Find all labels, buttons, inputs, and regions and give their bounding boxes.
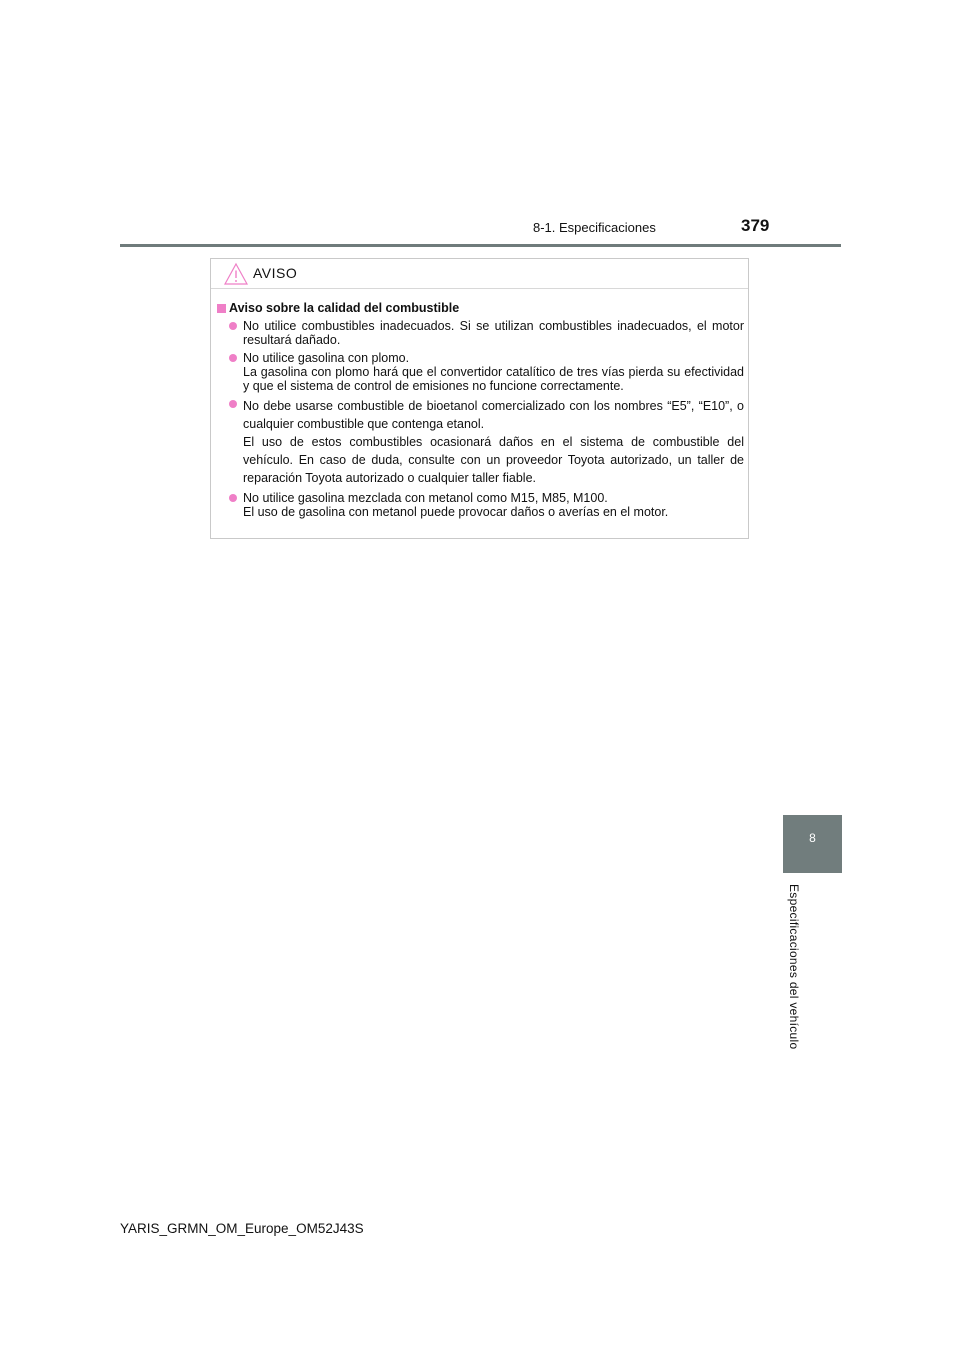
notice-header — [211, 259, 748, 289]
list-item — [217, 397, 744, 487]
notice-label: AVISO — [253, 265, 298, 281]
fuel-quality-heading — [217, 301, 744, 316]
fuel-quality-heading-text: Aviso sobre la calidad del combustible — [229, 301, 460, 315]
list-item — [217, 351, 744, 393]
dot-bullet-icon — [229, 494, 237, 502]
warning-notice-box — [210, 258, 749, 539]
item-paragraph: No debe usarse combustible de bioetanol comercializado con los nombres “E5”, “E10”, o cualquier combustible que contenga etanol. — [243, 399, 744, 431]
chapter-number: 8 — [809, 831, 816, 845]
square-bullet-icon — [217, 304, 226, 313]
item-paragraph: No utilice gasolina mezclada con metanol como M15, M85, M100. — [243, 491, 608, 505]
chapter-tab — [783, 815, 842, 873]
list-item — [217, 319, 744, 347]
item-paragraph: No utilice gasolina con plomo. — [243, 351, 410, 365]
item-paragraph: No utilice combustibles inadecuados. Si se utilizan combustibles inadecuados, el motor resultará dañado. — [243, 319, 744, 347]
notice-bullet-list — [217, 319, 744, 519]
document-code: YARIS_GRMN_OM_Europe_OM52J43S — [120, 1221, 364, 1236]
chapter-label: Especificaciones del vehículo — [787, 884, 801, 1050]
item-paragraph: La gasolina con plomo hará que el convertidor catalítico de tres vías pierda su efectividad y que el sistema de control de emisiones no funcione correctamente. — [243, 365, 744, 393]
warning-triangle-icon — [223, 262, 249, 286]
page-number: 379 — [741, 216, 770, 235]
dot-bullet-icon — [229, 400, 237, 408]
item-paragraph: El uso de gasolina con metanol puede provocar daños o averías en el motor. — [243, 505, 669, 519]
item-paragraph: El uso de estos combustibles ocasionará daños en el sistema de combustible del vehículo. En caso de duda, consulte con un proveedor Toyota autorizado, un taller de reparación Toyota autorizado o cualquier taller fiable. — [243, 435, 744, 485]
notice-body — [217, 301, 744, 523]
header-divider — [120, 244, 841, 247]
dot-bullet-icon — [229, 354, 237, 362]
list-item — [217, 491, 744, 519]
dot-bullet-icon — [229, 322, 237, 330]
section-title: 8-1. Especificaciones — [533, 220, 656, 235]
